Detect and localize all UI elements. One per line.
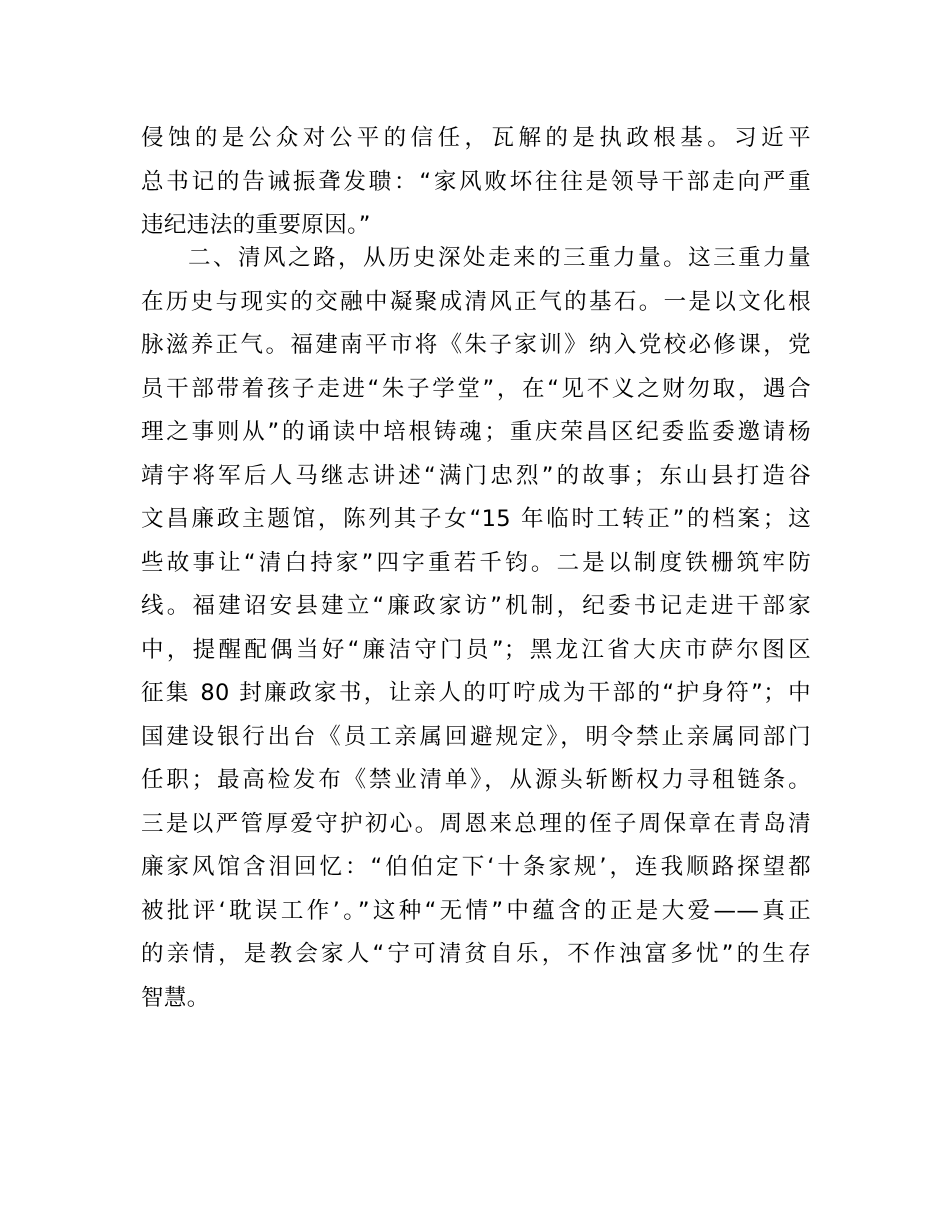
paragraph-line: 任职；最高检发布《禁业清单》，从源头斩断权力寻租链条。 <box>141 767 811 793</box>
paragraph-line: 线。福建诏安县建立“廉政家访”机制，纪委书记走进干部家 <box>141 593 811 619</box>
paragraph-line: 理之事则从”的诵读中培根铸魂；重庆荣昌区纪委监委邀请杨 <box>141 419 811 445</box>
paragraph-line: 智慧。 <box>141 984 210 1011</box>
paragraph-line: 在历史与现实的交融中凝聚成清风正气的基石。一是以文化根 <box>141 288 811 315</box>
paragraph-line: 总书记的告诫振聋发聩：“家风败坏往往是领导干部走向严重 <box>141 168 811 195</box>
paragraph-line: 中，提醒配偶当好“廉洁守门员”；黑龙江省大庆市萨尔图区 <box>141 636 811 663</box>
paragraph-line: 靖宇将军后人马继志讲述“满门忠烈”的故事；东山县打造谷 <box>141 462 811 489</box>
paragraph-2 <box>141 237 811 1020</box>
paragraph-1 <box>141 117 811 248</box>
paragraph-line: 文昌廉政主题馆，陈列其子女“15 年临时工转正”的档案；这 <box>141 506 811 532</box>
paragraph-line: 二、清风之路，从历史深处走来的三重力量。这三重力量 <box>188 245 811 271</box>
paragraph-line: 廉家风馆含泪回忆：“伯伯定下‘十条家规’，连我顺路探望都 <box>141 854 811 880</box>
paragraph-line: 脉滋养正气。福建南平市将《朱子家训》纳入党校必修课，党 <box>141 332 811 358</box>
paragraph-line: 违纪违法的重要原因。” <box>141 212 371 238</box>
paragraph-line: 三是以严管厚爱守护初心。周恩来总理的侄子周保章在青岛清 <box>141 810 811 837</box>
paragraph-line: 员干部带着孩子走进“朱子学堂”，在“见不义之财勿取，遇合 <box>141 375 811 402</box>
paragraph-line: 些故事让“清白持家”四字重若千钧。二是以制度铁栅筑牢防 <box>141 549 811 576</box>
paragraph-line: 征集 80 封廉政家书，让亲人的叮咛成为干部的“护身符”；中 <box>141 680 811 706</box>
paragraph-line: 的亲情，是教会家人“宁可清贫自乐，不作浊富多忧”的生存 <box>141 941 811 967</box>
paragraph-line: 侵蚀的是公众对公平的信任，瓦解的是执政根基。习近平 <box>141 125 811 151</box>
paragraph-line: 被批评‘耽误工作’。”这种“无情”中蕴含的正是大爱——真正 <box>141 897 811 924</box>
paragraph-line: 国建设银行出台《员工亲属回避规定》，明令禁止亲属同部门 <box>141 723 811 750</box>
